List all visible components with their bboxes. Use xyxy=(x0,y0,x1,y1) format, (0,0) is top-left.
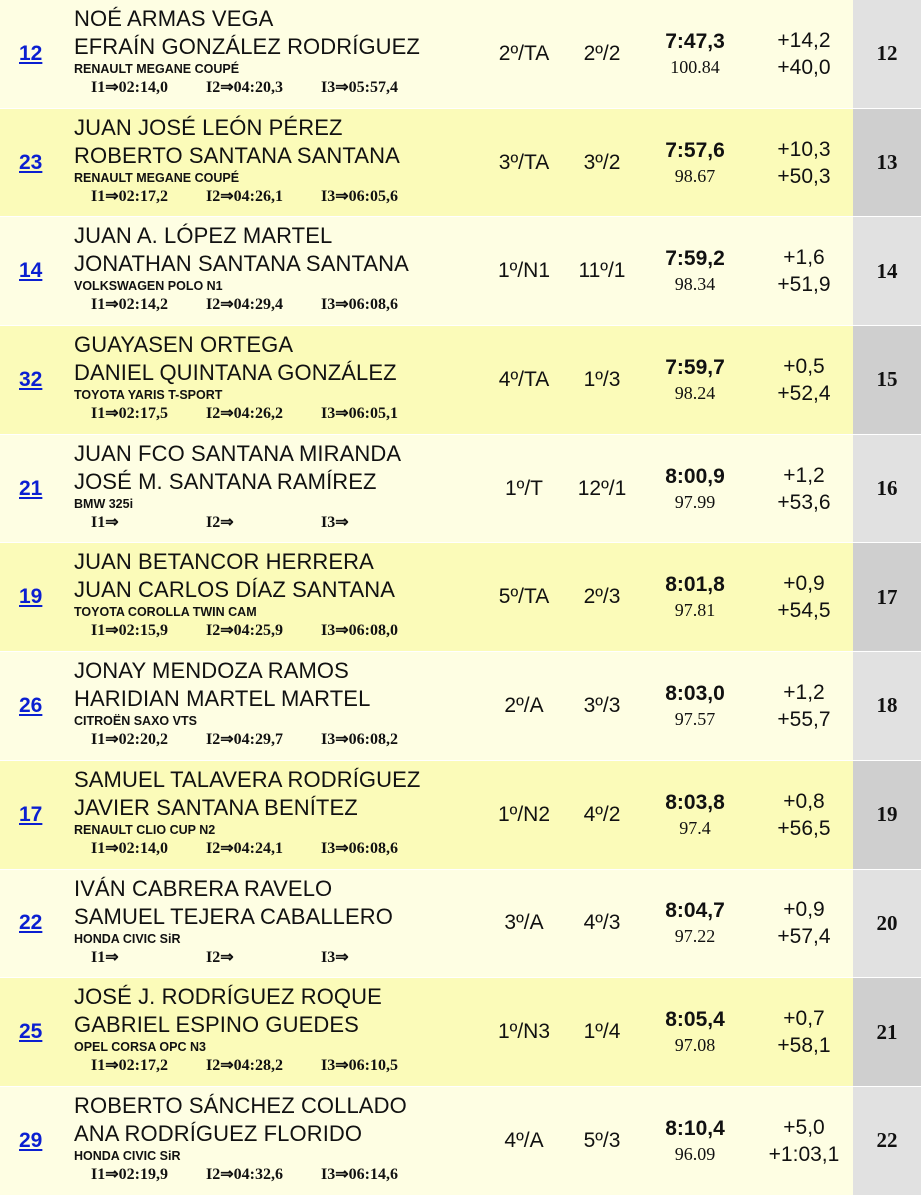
gap-to-previous: +0,7 xyxy=(783,1007,825,1031)
codriver-name: ANA RODRÍGUEZ FLORIDO xyxy=(74,1120,363,1146)
result-row xyxy=(0,109,921,218)
class-position: 3º/A xyxy=(504,911,544,935)
car-number-link[interactable]: 21 xyxy=(19,476,43,500)
gap-cell xyxy=(752,217,856,325)
stage-time-cell xyxy=(640,543,750,651)
split-3: I3⇒ xyxy=(321,513,349,531)
result-row xyxy=(0,1087,921,1196)
stage-time: 7:59,7 xyxy=(665,355,725,379)
split-times xyxy=(91,729,474,751)
split-2: I2⇒04:29,4 xyxy=(206,296,283,314)
gap-cell xyxy=(752,435,856,543)
stage-time: 7:59,2 xyxy=(665,247,725,271)
gap-cell xyxy=(752,109,856,217)
crew-info xyxy=(74,114,474,208)
stage-time-cell xyxy=(640,652,750,760)
stage-time-cell xyxy=(640,217,750,325)
stage-time-cell xyxy=(640,109,750,217)
split-times xyxy=(91,1055,474,1077)
split-1: I1⇒02:17,5 xyxy=(91,405,168,423)
car-model: RENAULT MEGANE COUPÉ xyxy=(74,170,240,185)
crew-info xyxy=(74,222,474,316)
gap-to-previous: +10,3 xyxy=(777,137,831,161)
gap-to-previous: +0,5 xyxy=(783,354,825,378)
overall-position: 21 xyxy=(853,978,921,1086)
class-position: 2º/A xyxy=(504,693,544,717)
gap-to-previous: +1,2 xyxy=(783,463,825,487)
stage-time-cell xyxy=(640,761,750,869)
stage-time: 7:47,3 xyxy=(665,29,725,53)
split-3: I3⇒06:08,2 xyxy=(321,731,398,749)
car-number-link[interactable]: 29 xyxy=(19,1128,43,1152)
split-1: I1⇒02:20,2 xyxy=(91,731,168,749)
gap-cell xyxy=(752,870,856,978)
gap-cell xyxy=(752,326,856,434)
car-number-link[interactable]: 17 xyxy=(19,802,43,826)
stage-time-cell xyxy=(640,435,750,543)
stage-time: 8:03,8 xyxy=(665,790,725,814)
car-model: RENAULT CLIO CUP N2 xyxy=(74,822,216,837)
gap-to-previous: +1,6 xyxy=(783,246,825,270)
gap-cell xyxy=(752,543,856,651)
split-times xyxy=(91,1164,474,1186)
result-row xyxy=(0,761,921,870)
car-model: HONDA CIVIC SiR xyxy=(74,1148,181,1163)
result-row xyxy=(0,543,921,652)
stage-time: 8:03,0 xyxy=(665,681,725,705)
driver-name: IVÁN CABRERA RAVELO xyxy=(74,875,333,901)
group-position: 4º/2 xyxy=(583,802,621,826)
split-times xyxy=(91,77,474,99)
average-speed: 97.99 xyxy=(674,491,716,512)
split-3: I3⇒06:10,5 xyxy=(321,1057,398,1075)
codriver-name: ROBERTO SANTANA SANTANA xyxy=(74,142,400,168)
group-position: 3º/3 xyxy=(583,693,621,717)
gap-to-leader: +53,6 xyxy=(777,490,831,514)
stage-time: 8:01,8 xyxy=(665,573,725,597)
split-1: I1⇒02:17,2 xyxy=(91,1057,168,1075)
gap-to-leader: +51,9 xyxy=(777,273,831,297)
class-position: 1º/N1 xyxy=(497,259,551,283)
group-position: 1º/4 xyxy=(583,1020,621,1044)
split-1: I1⇒ xyxy=(91,513,119,531)
gap-to-leader: +50,3 xyxy=(777,164,831,188)
split-1: I1⇒02:14,2 xyxy=(91,296,168,314)
car-model: TOYOTA COROLLA TWIN CAM xyxy=(74,605,257,620)
crew-info xyxy=(74,440,474,534)
crew-info xyxy=(74,983,474,1077)
crew-info xyxy=(74,5,474,99)
overall-position: 20 xyxy=(853,870,921,978)
car-model: TOYOTA YARIS T-SPORT xyxy=(74,388,223,403)
split-2: I2⇒04:25,9 xyxy=(206,622,283,640)
split-times xyxy=(91,512,474,534)
car-model: RENAULT MEGANE COUPÉ xyxy=(74,62,240,76)
codriver-name: JAVIER SANTANA BENÍTEZ xyxy=(74,794,358,820)
stage-time: 8:00,9 xyxy=(665,464,725,488)
stage-time: 8:10,4 xyxy=(665,1116,725,1140)
split-2: I2⇒04:28,2 xyxy=(206,1057,283,1075)
gap-to-previous: +14,2 xyxy=(777,28,831,52)
average-speed: 100.84 xyxy=(670,56,720,77)
gap-cell xyxy=(752,1087,856,1195)
split-2: I2⇒04:26,2 xyxy=(206,405,283,423)
split-3: I3⇒06:08,6 xyxy=(321,839,398,857)
gap-to-previous: +0,9 xyxy=(783,898,825,922)
split-2: I2⇒04:26,1 xyxy=(206,187,283,205)
stage-time: 8:04,7 xyxy=(665,899,725,923)
split-1: I1⇒02:14,0 xyxy=(91,79,168,96)
stage-time-cell xyxy=(640,1087,750,1195)
split-2: I2⇒04:20,3 xyxy=(206,79,283,96)
crew-info xyxy=(74,766,474,860)
split-2: I2⇒ xyxy=(206,948,234,966)
car-model: VOLKSWAGEN POLO N1 xyxy=(74,279,223,294)
driver-name: SAMUEL TALAVERA RODRÍGUEZ xyxy=(74,766,421,792)
codriver-name: JOSÉ M. SANTANA RAMÍREZ xyxy=(74,468,377,494)
gap-to-leader: +54,5 xyxy=(777,599,831,623)
gap-to-previous: +0,9 xyxy=(783,572,825,596)
class-position: 2º/TA xyxy=(498,41,550,65)
average-speed: 97.08 xyxy=(674,1035,716,1056)
group-position: 2º/3 xyxy=(583,585,621,609)
gap-cell xyxy=(752,652,856,760)
split-3: I3⇒06:05,1 xyxy=(321,405,398,423)
result-row xyxy=(0,978,921,1087)
car-number-link[interactable]: 32 xyxy=(19,367,43,391)
driver-name: JUAN BETANCOR HERRERA xyxy=(74,549,374,575)
overall-position: 13 xyxy=(853,109,921,217)
class-position: 3º/TA xyxy=(498,150,550,174)
gap-cell xyxy=(752,0,856,108)
overall-position: 17 xyxy=(853,543,921,651)
gap-to-leader: +55,7 xyxy=(777,707,831,731)
driver-name: JUAN A. LÓPEZ MARTEL xyxy=(74,223,333,249)
codriver-name: SAMUEL TEJERA CABALLERO xyxy=(74,903,393,929)
split-times xyxy=(91,186,474,208)
average-speed: 96.09 xyxy=(674,1143,716,1164)
crew-info xyxy=(74,657,474,751)
driver-name: ROBERTO SÁNCHEZ COLLADO xyxy=(74,1092,407,1118)
gap-to-previous: +5,0 xyxy=(783,1115,825,1139)
class-position: 1º/N2 xyxy=(497,802,551,826)
class-position: 1º/T xyxy=(504,476,543,500)
result-row xyxy=(0,0,921,109)
split-1: I1⇒02:15,9 xyxy=(91,622,168,640)
gap-to-leader: +1:03,1 xyxy=(768,1142,840,1166)
stage-time: 8:05,4 xyxy=(665,1008,725,1032)
split-times xyxy=(91,294,474,316)
split-2: I2⇒04:32,6 xyxy=(206,1165,283,1183)
split-3: I3⇒05:57,4 xyxy=(321,79,398,96)
overall-position: 18 xyxy=(853,652,921,760)
result-row xyxy=(0,217,921,326)
car-model: CITROËN SAXO VTS xyxy=(74,714,197,729)
car-number-link[interactable]: 23 xyxy=(19,150,43,174)
average-speed: 98.34 xyxy=(674,274,716,295)
average-speed: 98.67 xyxy=(674,165,716,186)
class-position: 5º/TA xyxy=(498,585,550,609)
driver-name: NOÉ ARMAS VEGA xyxy=(74,6,274,31)
overall-position: 12 xyxy=(853,0,921,108)
car-model: HONDA CIVIC SiR xyxy=(74,931,181,946)
split-times xyxy=(91,620,474,642)
split-1: I1⇒02:14,0 xyxy=(91,839,168,857)
gap-to-leader: +58,1 xyxy=(777,1034,831,1058)
split-times xyxy=(91,838,474,860)
split-1: I1⇒02:17,2 xyxy=(91,187,168,205)
overall-position: 16 xyxy=(853,435,921,543)
driver-name: JOSÉ J. RODRÍGUEZ ROQUE xyxy=(74,984,382,1010)
driver-name: JONAY MENDOZA RAMOS xyxy=(74,658,349,684)
average-speed: 97.22 xyxy=(674,926,716,947)
split-3: I3⇒ xyxy=(321,948,349,966)
driver-name: JUAN FCO SANTANA MIRANDA xyxy=(74,440,402,466)
codriver-name: HARIDIAN MARTEL MARTEL xyxy=(74,686,371,712)
overall-position: 15 xyxy=(853,326,921,434)
split-1: I1⇒ xyxy=(91,948,119,966)
codriver-name: JUAN CARLOS DÍAZ SANTANA xyxy=(74,577,396,603)
stage-time: 7:57,6 xyxy=(665,138,725,162)
stage-time-cell xyxy=(640,978,750,1086)
result-row xyxy=(0,870,921,979)
overall-position: 14 xyxy=(853,217,921,325)
gap-to-previous: +0,8 xyxy=(783,789,825,813)
split-2: I2⇒ xyxy=(206,513,234,531)
crew-info xyxy=(74,1092,474,1186)
average-speed: 97.81 xyxy=(674,600,716,621)
average-speed: 98.24 xyxy=(674,382,716,403)
result-row xyxy=(0,652,921,761)
car-model: OPEL CORSA OPC N3 xyxy=(74,1040,206,1055)
car-number-link[interactable]: 25 xyxy=(19,1020,43,1044)
gap-cell xyxy=(752,761,856,869)
split-times xyxy=(91,403,474,425)
driver-name: JUAN JOSÉ LEÓN PÉREZ xyxy=(74,114,343,140)
group-position: 1º/3 xyxy=(583,367,621,391)
crew-info xyxy=(74,548,474,642)
overall-position: 19 xyxy=(853,761,921,869)
codriver-name: JONATHAN SANTANA SANTANA xyxy=(74,251,409,277)
stage-time-cell xyxy=(640,870,750,978)
car-number-link[interactable]: 12 xyxy=(19,41,43,65)
stage-time-cell xyxy=(640,326,750,434)
car-number-link[interactable]: 22 xyxy=(19,911,43,935)
result-row xyxy=(0,326,921,435)
split-3: I3⇒06:08,0 xyxy=(321,622,398,640)
group-position: 2º/2 xyxy=(583,41,621,65)
car-number-link[interactable]: 19 xyxy=(19,585,43,609)
car-number-link[interactable]: 14 xyxy=(19,259,43,283)
class-position: 4º/A xyxy=(504,1128,544,1152)
codriver-name: EFRAÍN GONZÁLEZ RODRÍGUEZ xyxy=(74,34,420,59)
split-3: I3⇒06:05,6 xyxy=(321,187,398,205)
average-speed: 97.4 xyxy=(679,817,711,838)
gap-to-leader: +40,0 xyxy=(777,55,831,79)
gap-to-leader: +56,5 xyxy=(777,816,831,840)
crew-info xyxy=(74,875,474,969)
gap-to-previous: +1,2 xyxy=(783,680,825,704)
overall-position: 22 xyxy=(853,1087,921,1195)
gap-to-leader: +52,4 xyxy=(777,381,831,405)
stage-time-cell xyxy=(640,0,750,108)
split-times xyxy=(91,947,474,969)
codriver-name: DANIEL QUINTANA GONZÁLEZ xyxy=(74,360,397,386)
car-model: BMW 325i xyxy=(74,496,134,511)
split-2: I2⇒04:24,1 xyxy=(206,839,283,857)
car-number-link[interactable]: 26 xyxy=(19,693,43,717)
group-position: 3º/2 xyxy=(583,150,621,174)
class-position: 4º/TA xyxy=(498,367,550,391)
result-row xyxy=(0,435,921,544)
split-1: I1⇒02:19,9 xyxy=(91,1165,168,1183)
crew-info xyxy=(74,331,474,425)
split-2: I2⇒04:29,7 xyxy=(206,731,283,749)
split-3: I3⇒06:08,6 xyxy=(321,296,398,314)
driver-name: GUAYASEN ORTEGA xyxy=(74,332,294,358)
group-position: 12º/1 xyxy=(577,476,627,500)
group-position: 11º/1 xyxy=(578,259,626,283)
codriver-name: GABRIEL ESPINO GUEDES xyxy=(74,1012,359,1038)
class-position: 1º/N3 xyxy=(497,1020,551,1044)
average-speed: 97.57 xyxy=(674,708,716,729)
gap-to-leader: +57,4 xyxy=(777,925,831,949)
split-3: I3⇒06:14,6 xyxy=(321,1165,398,1183)
gap-cell xyxy=(752,978,856,1086)
group-position: 4º/3 xyxy=(583,911,621,935)
group-position: 5º/3 xyxy=(583,1128,621,1152)
